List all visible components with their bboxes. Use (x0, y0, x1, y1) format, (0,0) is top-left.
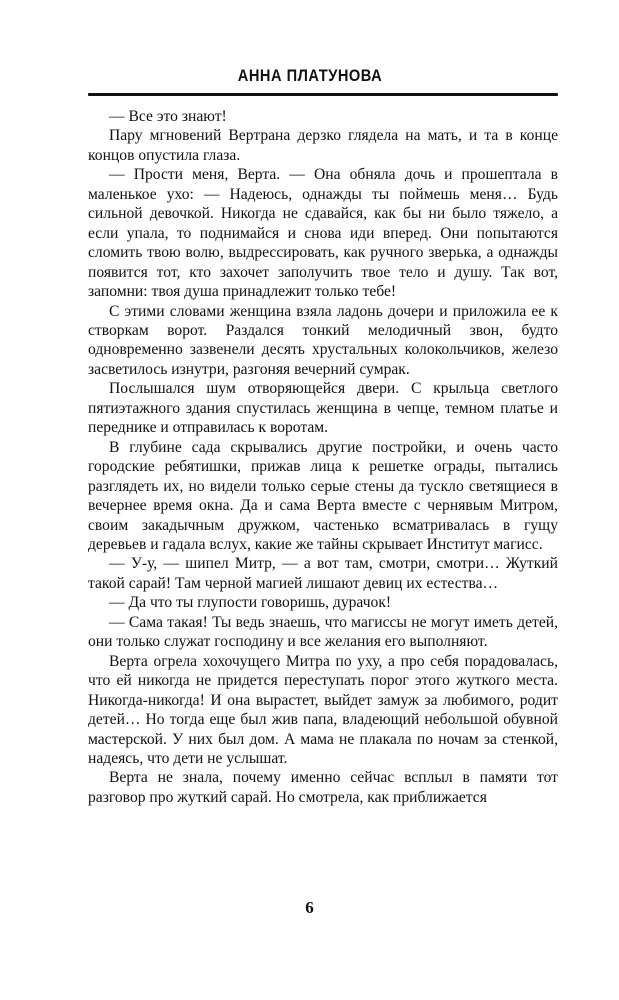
paragraph: Послышался шум отворяющейся двери. С крыльца светлого пятиэтажного здания спустилась женщина в чепце, темном платье и переднике и отправилась к воротам. (88, 380, 558, 437)
author-name: АННА ПЛАТУНОВА (237, 66, 382, 85)
paragraph: Верта огрела хохочущего Митра по уху, а про себя порадовалась, что ей никогда не придется переступать порог этого жуткого места. Никогда-никогда! И она вырастет, выйдет замуж за любимого, родит детей… Но тогда еще был жив папа, владеющий небольшой обувной мастерской. У них был дом. А мама не плакала по ночам за стенкой, надеясь, что дети не услышат. (88, 652, 558, 767)
paragraph: — У-у, — шипел Митр, — а вот там, смотри, смотри… Жуткий такой сарай! Там черной магией лишают девиц их естества… (88, 555, 558, 592)
paragraph: В глубине сада скрывались другие постройки, и очень часто городские ребятишки, прижав лица к решетке ограды, пытались разглядеть их, но видели только серые стены да тускло светящиеся в вечернее время окна. Да и сама Верта вместе с чернявым Митром, своим закадычным дружком, частенько всматривалась в гущу деревьев и гадала вслух, какие же тайны скрывает Институт магисс. (88, 438, 558, 553)
header-rule (88, 93, 558, 96)
paragraph: — Сама такая! Ты ведь знаешь, что магиссы не могут иметь детей, они только служат господину и все желания его выполняют. (88, 613, 558, 651)
body-text (88, 107, 558, 807)
page-number: 6 (305, 898, 314, 917)
paragraph: — Все это знают! (109, 108, 227, 125)
paragraph: С этими словами женщина взяла ладонь дочери и приложила ее к створкам ворот. Раздался тонкий мелодичный звон, будто одновременно зазвенели десять хрустальных колокольчиков, железо засветилось изнутри, разгоняя вечерний сумрак. (88, 302, 558, 378)
paragraph: Пару мгновений Вертрана дерзко глядела на мать, и та в конце концов опустила глаза. (88, 127, 558, 164)
paragraph: Верта не знала, почему именно сейчас всплыл в памяти тот разговор про жуткий сарай. Но смотрела, как приближается (88, 769, 558, 806)
paragraph: — Прости меня, Верта. — Она обняла дочь и прошептала в маленькое ухо: — Надеюсь, однажды ты поймешь меня… Будь сильной девочкой. Никогда не сдавайся, как бы ни было тяжело, а если упала, то поднимайся и снова иди вперед. Они попытаются сломить твою волю, выдрессировать, как ручного зверька, а однажды появится тот, кто захочет заполучить твое тело и душу. Так вот, запомни: твоя душа принадлежит только тебе! (88, 166, 558, 301)
paragraph: — Да что ты глупости говоришь, дурачок! (109, 594, 392, 612)
running-header (0, 66, 619, 86)
